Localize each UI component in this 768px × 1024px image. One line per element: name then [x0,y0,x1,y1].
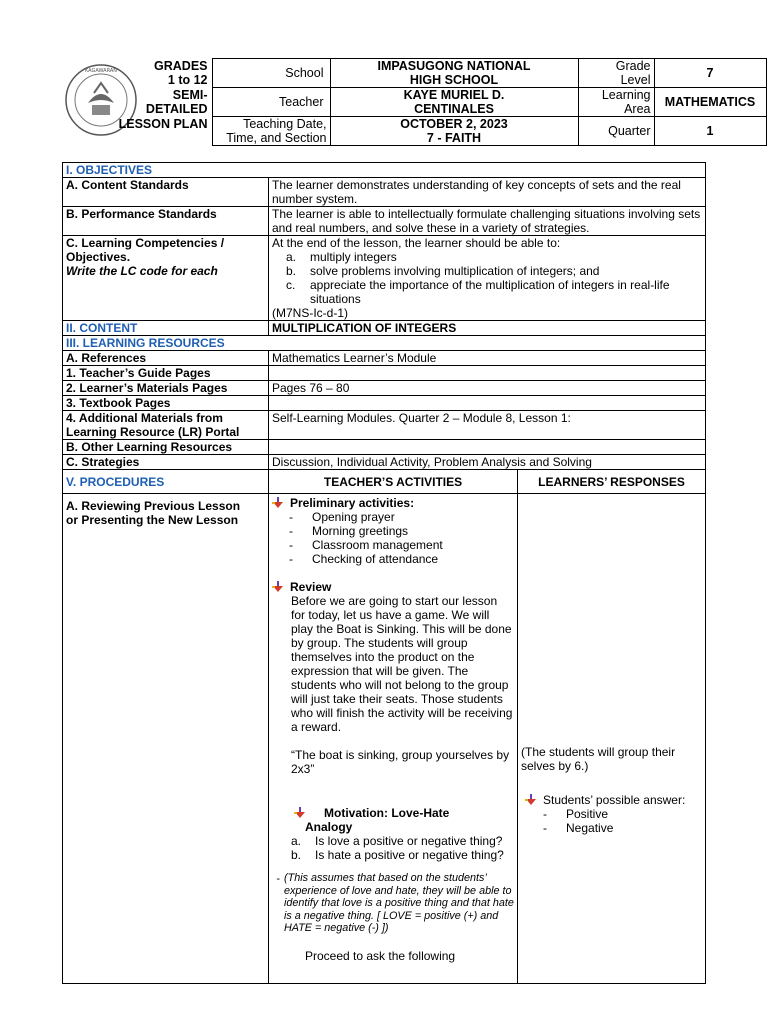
school-value: IMPASUGONG NATIONAL HIGH SCHOOL [330,59,578,88]
grades-text: GRADES [154,58,208,73]
content-standards-text: The learner demonstrates understanding of key concepts of sets and the real number system. [269,178,706,207]
boat-response: (The students will group their selves by 6.) [521,745,676,773]
grade-level-label: Grade Level [578,59,654,88]
list-item: a. multiply integers [286,250,397,264]
lesson-plan-table [62,162,706,984]
review-text: Before we are going to start our lesson for today, let us have a game. We will play the Boat is Sinking. This will be done by group. The students will group themselves into the product on the expression that will be given. The students who will not belong to the group will just take their seats. Those students who will finish the activity will be receiving a reward. [291,594,513,734]
list-item: - Morning greetings [289,524,409,538]
proceed-text: Proceed to ask the following [305,948,456,963]
additional-materials-value: Self-Learning Modules. Quarter 2 – Module 8, Lesson 1: [269,411,706,440]
header-table [62,58,767,146]
teaching-date-label: Teaching Date, Time, and Section [212,117,330,146]
content-standards-label: A. Content Standards [63,178,269,207]
grade-level-value: 7 [654,59,766,88]
teacher-label: Teacher [212,88,330,117]
arrow-bullet-icon [272,497,284,509]
learners-materials-value: Pages 76 – 80 [269,381,706,396]
teaching-date-value: OCTOBER 2, 2023 7 - FAITH [330,117,578,146]
review-label: A. Reviewing Previous Lesson or Presenting the New Lesson [63,494,269,984]
learning-area-value: MATHEMATICS [654,88,766,117]
teacher-value: KAYE MURIEL D. CENTINALES [330,88,578,117]
motivation-title: Motivation: Love-Hate Analogy [272,806,514,834]
preliminary-title: Preliminary activities: [272,496,514,510]
quarter-label: Quarter [578,117,654,146]
learning-resources-heading: III. LEARNING RESOURCES [63,336,706,351]
content-value: MULTIPLICATION OF INTEGERS [269,321,706,336]
learning-competencies-label: C. Learning Competencies / Objectives. Write the LC code for each [63,236,269,321]
list-item: c. appreciate the importance of the multiplication of integers in real-life situations [286,278,670,306]
lc-code: (M7NS-Ic-d-1) [272,306,349,320]
possible-answer-list [521,807,702,835]
textbook-pages-value [269,396,706,411]
list-item: b. Is hate a positive or negative thing? [291,848,504,862]
teachers-activities-header: TEACHER’S ACTIVITIES [269,470,518,494]
teachers-guide-label: 1. Teacher’s Guide Pages [63,366,269,381]
quarter-value: 1 [654,117,766,146]
arrow-bullet-icon [272,581,284,593]
learning-competencies-text: At the end of the lesson, the learner should be able to: a. multiply integers b. solve problems involving multiplication of integers; and c. appreciate the importance of the multiplication of integers in real-life situations (M7NS-Ic-d-1) [269,236,706,321]
other-resources-label: B. Other Learning Resources [63,440,269,455]
performance-standards-label: B. Performance Standards [63,207,269,236]
objectives-heading: I. OBJECTIVES [63,163,706,178]
strategies-value: Discussion, Individual Activity, Problem Analysis and Solving [269,455,706,470]
possible-answer-title: Students’ possible answer: [521,793,702,807]
arrow-bullet-icon [525,794,537,806]
list-item: - Opening prayer [289,510,395,524]
learning-area-label: Learning Area [578,88,654,117]
school-label: School [212,59,330,88]
teachers-guide-value [269,366,706,381]
list-item: - Positive [543,807,609,821]
motivation-list [272,834,514,862]
plan-type-line2: DETAILED [145,102,208,116]
content-heading: II. CONTENT [63,321,269,336]
competency-list [272,250,702,306]
procedures-heading: V. PROCEDURES [63,470,269,494]
review-title: Review [272,580,514,594]
arrow-bullet-icon [294,807,306,819]
plan-type-line1: SEMI- [172,87,208,102]
header-logo-cell [62,59,212,146]
assumption-note: - (This assumes that based on the students’ experience of love and hate, they will be able to identify that love is a positive thing and that hate is a negative thing. [ LOVE = positive (+) and HATE = negative (-) ]) [276,872,514,934]
list-item: a. Is love a positive or negative thing? [291,834,503,848]
preliminary-list [272,510,514,566]
list-item: - Classroom management [289,538,443,552]
learners-materials-label: 2. Learner’s Materials Pages [63,381,269,396]
plan-type-line3: LESSON PLAN [118,116,208,131]
teachers-activities-cell [269,494,518,984]
additional-materials-label: 4. Additional Materials from Learning Resource (LR) Portal [63,411,269,440]
strategies-label: C. Strategies [63,455,269,470]
svg-text:KAGAWARAN: KAGAWARAN [84,67,118,74]
list-item: - Checking of attendance [289,552,439,566]
other-resources-value [269,440,706,455]
references-label: A. References [63,351,269,366]
references-value: Mathematics Learner’s Module [269,351,706,366]
list-item: b. solve problems involving multiplication of integers; and [286,264,600,278]
learners-responses-cell [518,494,706,984]
list-item: - Negative [543,821,614,835]
learners-responses-header: LEARNERS’ RESPONSES [518,470,706,494]
boat-quote: “The boat is sinking, group yourselves by 2x3” [291,748,510,776]
performance-standards-text: The learner is able to intellectually formulate challenging situations involving sets and real numbers, and solve these in a variety of strategies. [269,207,706,236]
grades-range-text: 1 to 12 [167,73,208,87]
textbook-pages-label: 3. Textbook Pages [63,396,269,411]
